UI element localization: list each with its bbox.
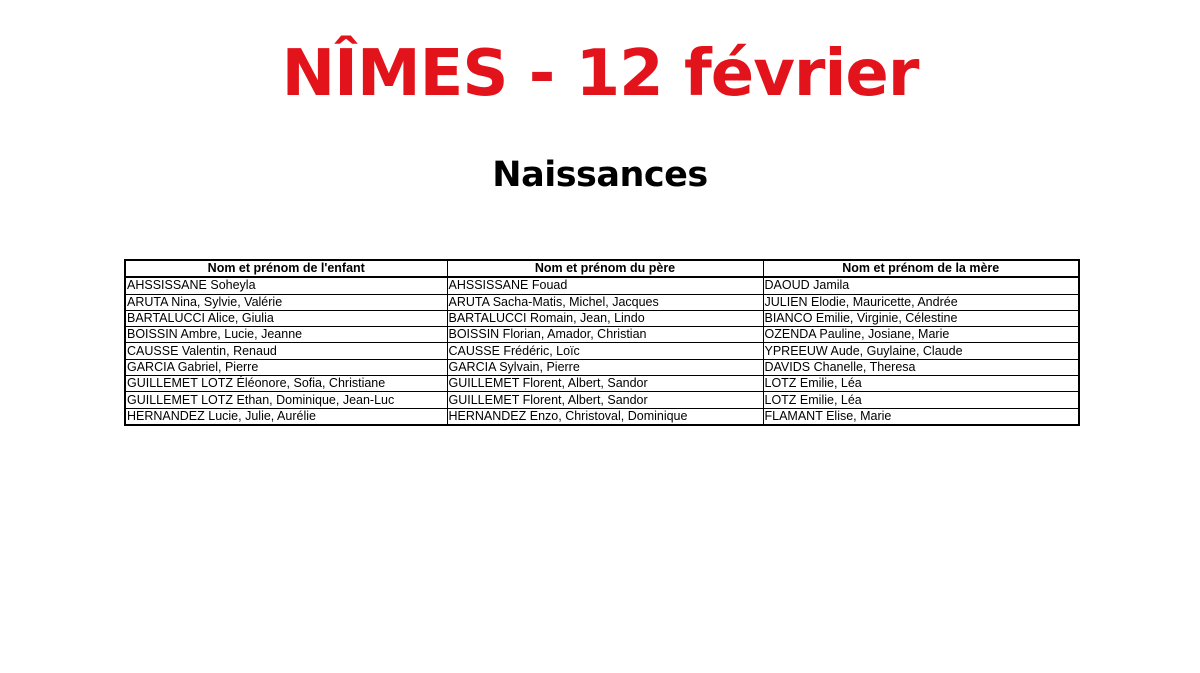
- child-name-cell: GUILLEMET LOTZ Éléonore, Sofia, Christiane: [125, 376, 447, 392]
- mother-name-cell: LOTZ Emilie, Léa: [763, 392, 1079, 408]
- child-name-cell: GUILLEMET LOTZ Ethan, Dominique, Jean-Luc: [125, 392, 447, 408]
- mother-name-cell: FLAMANT Elise, Marie: [763, 408, 1079, 425]
- father-name-cell: HERNANDEZ Enzo, Christoval, Dominique: [447, 408, 763, 425]
- table-row: [125, 408, 1079, 425]
- mother-name-cell: DAVIDS Chanelle, Theresa: [763, 359, 1079, 375]
- mother-name-cell: YPREEUW Aude, Guylaine, Claude: [763, 343, 1079, 359]
- table-row: [125, 359, 1079, 375]
- table-row: [125, 294, 1079, 310]
- father-name-cell: CAUSSE Frédéric, Loïc: [447, 343, 763, 359]
- column-header-child: Nom et prénom de l'enfant: [125, 260, 447, 277]
- child-name-cell: GARCIA Gabriel, Pierre: [125, 359, 447, 375]
- father-name-cell: ARUTA Sacha-Matis, Michel, Jacques: [447, 294, 763, 310]
- child-name-cell: AHSSISSANE Soheyla: [125, 277, 447, 294]
- father-name-cell: BOISSIN Florian, Amador, Christian: [447, 327, 763, 343]
- child-name-cell: ARUTA Nina, Sylvie, Valérie: [125, 294, 447, 310]
- mother-name-cell: JULIEN Elodie, Mauricette, Andrée: [763, 294, 1079, 310]
- mother-name-cell: BIANCO Emilie, Virginie, Célestine: [763, 310, 1079, 326]
- mother-name-cell: LOTZ Emilie, Léa: [763, 376, 1079, 392]
- mother-name-cell: OZENDA Pauline, Josiane, Marie: [763, 327, 1079, 343]
- father-name-cell: GARCIA Sylvain, Pierre: [447, 359, 763, 375]
- table-row: [125, 392, 1079, 408]
- mother-name-cell: DAOUD Jamila: [763, 277, 1079, 294]
- father-name-cell: BARTALUCCI Romain, Jean, Lindo: [447, 310, 763, 326]
- column-header-mother: Nom et prénom de la mère: [763, 260, 1079, 277]
- table-row: [125, 327, 1079, 343]
- table-row: [125, 376, 1079, 392]
- table-header-row: [125, 260, 1079, 277]
- child-name-cell: BOISSIN Ambre, Lucie, Jeanne: [125, 327, 447, 343]
- child-name-cell: HERNANDEZ Lucie, Julie, Aurélie: [125, 408, 447, 425]
- section-title: Naissances: [492, 155, 708, 195]
- child-name-cell: BARTALUCCI Alice, Giulia: [125, 310, 447, 326]
- father-name-cell: GUILLEMET Florent, Albert, Sandor: [447, 376, 763, 392]
- column-header-father: Nom et prénom du père: [447, 260, 763, 277]
- father-name-cell: GUILLEMET Florent, Albert, Sandor: [447, 392, 763, 408]
- table-row: [125, 310, 1079, 326]
- page-title: NÎMES - 12 février: [281, 37, 919, 111]
- births-table: [124, 259, 1080, 426]
- table-row: [125, 343, 1079, 359]
- father-name-cell: AHSSISSANE Fouad: [447, 277, 763, 294]
- child-name-cell: CAUSSE Valentin, Renaud: [125, 343, 447, 359]
- table-row: [125, 277, 1079, 294]
